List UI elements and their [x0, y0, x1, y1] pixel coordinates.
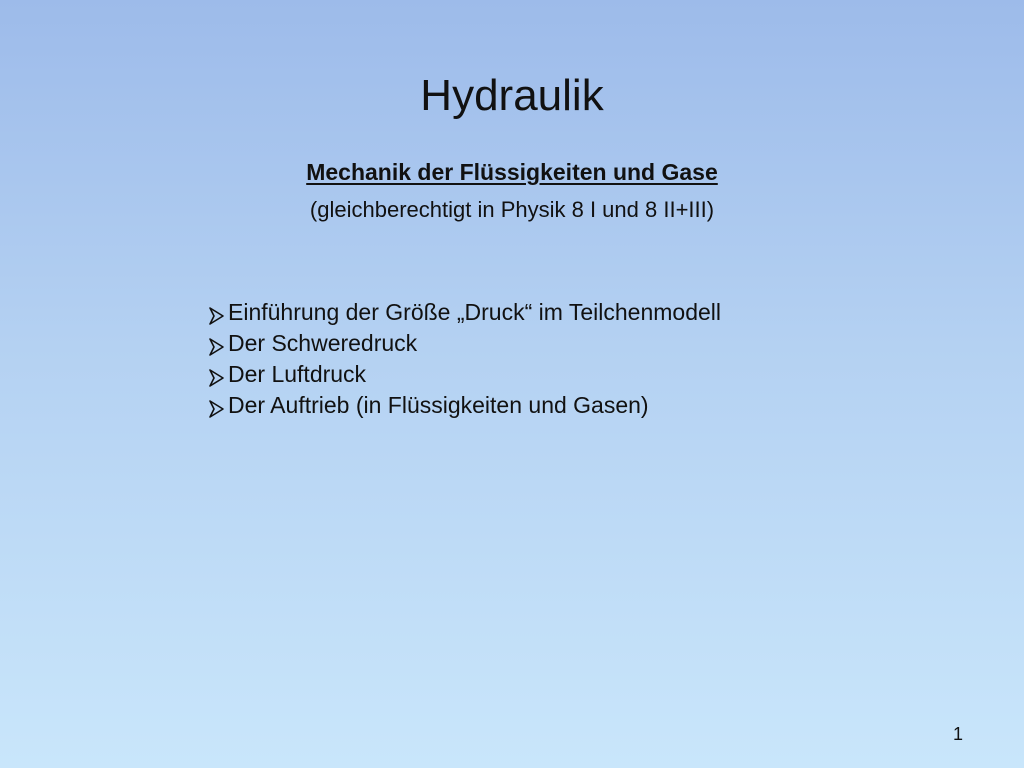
slide-note: (gleichberechtigt in Physik 8 I und 8 II+III)	[309, 197, 715, 222]
bullet-item	[208, 390, 721, 421]
arrow-bullet-icon	[208, 303, 226, 323]
arrow-bullet-icon	[208, 365, 226, 385]
slide-title: Hydraulik	[420, 71, 604, 120]
bullet-text: Der Schweredruck	[228, 330, 418, 356]
bullet-text: Einführung der Größe „Druck“ im Teilchenmodell	[228, 299, 721, 325]
bullet-item	[208, 297, 721, 328]
arrow-bullet-icon	[208, 396, 226, 416]
bullet-item	[208, 328, 721, 359]
bullet-list	[208, 297, 721, 421]
bullet-item	[208, 359, 721, 390]
arrow-bullet-icon	[208, 334, 226, 354]
slide-subtitle: Mechanik der Flüssigkeiten und Gase	[306, 159, 718, 185]
bullet-text: Der Auftrieb (in Flüssigkeiten und Gasen)	[228, 392, 649, 418]
bullet-text: Der Luftdruck	[228, 361, 367, 387]
page-number: 1	[952, 724, 963, 744]
